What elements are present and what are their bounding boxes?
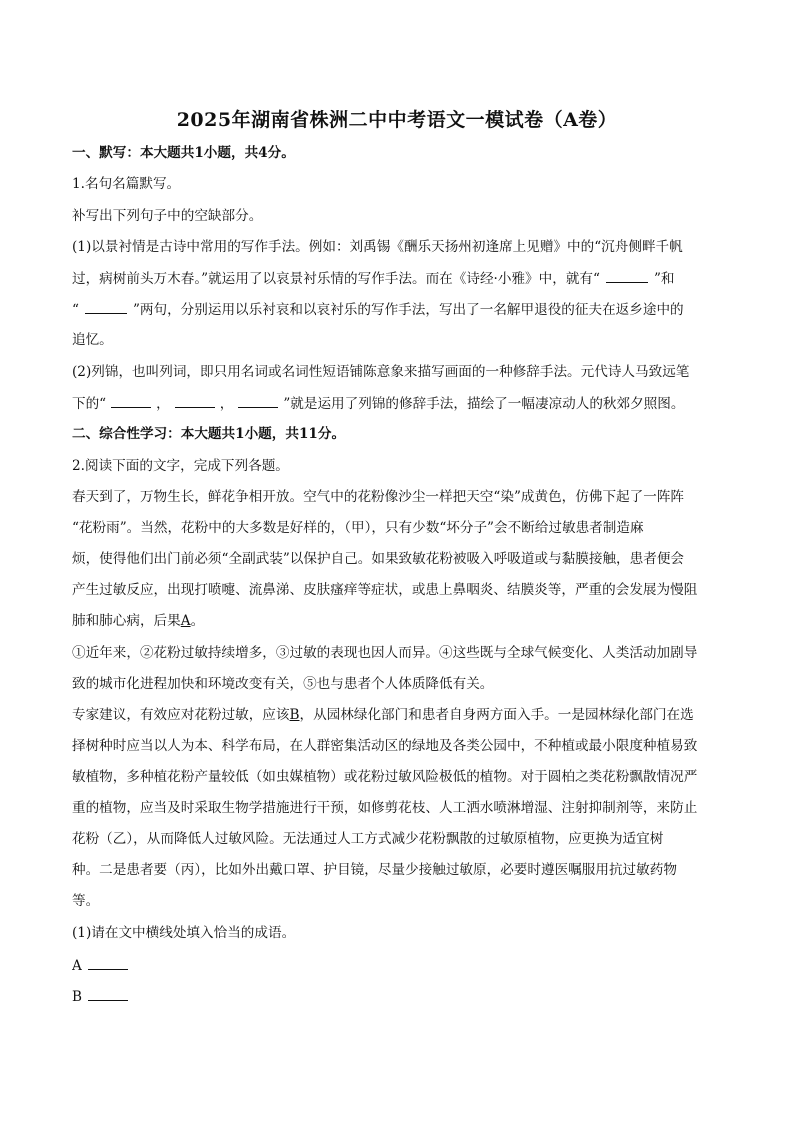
question-1-part2-line1: (2)列锦，也叫列词，即只用名词或名词性短语铺陈意象来描写画面的一种修辞手法。元代诗人马致远笔 xyxy=(72,364,690,380)
text: 肺和肺心病，后果 xyxy=(72,613,181,629)
text: 专家建议，有效应对花粉过敏，应该 xyxy=(72,707,290,723)
question-1-part2-line2 xyxy=(72,393,722,414)
passage-line: 春天到了，万物生长，鲜花争相开放。空气中的花粉像沙尘一样把天空“染”成黄色，仿佛下起了一阵阵 xyxy=(72,489,685,505)
text: 。 xyxy=(190,613,205,629)
answer-a-line xyxy=(72,955,722,976)
passage-line: “花粉雨”。当然，花粉中的大多数是好样的，（甲），只有少数“坏分子”会不断给过敏患者制造麻 xyxy=(72,520,644,536)
passage-line: ①近年来，②花粉过敏持续增多，③过敏的表现也因人而异。④这些既与全球气候变化、人类活动加剧导 xyxy=(72,645,698,661)
question-1-part1-line1: (1)以景衬情是古诗中常用的写作手法。例如：刘禹锡《酬乐天扬州初逢席上见赠》中的“沉舟侧畔千帆 xyxy=(72,239,683,255)
comma: ， xyxy=(156,396,170,412)
page-title: 2025年湖南省株洲二中中考语文一模试卷（A卷） xyxy=(176,109,618,131)
blank-marker-b: B xyxy=(289,707,300,723)
passage-line: 产生过敏反应，出现打喷嚏、流鼻涕、皮肤瘙痒等症状，或患上鼻咽炎、结膜炎等，严重的会发展为慢阻 xyxy=(72,582,698,598)
text: 下的“ xyxy=(72,396,107,412)
section-heading-1: 一、默写：本大题共1小题，共4分。 xyxy=(72,145,295,161)
blank-marker-a: A xyxy=(180,613,191,629)
sub-question-1: (1)请在文中横线处填入恰当的成语。 xyxy=(72,925,296,941)
section-heading-2: 二、综合性学习：本大题共1小题，共11分。 xyxy=(72,426,346,442)
text: ”两句，分别运用以乐衬哀和以哀衬乐的写作手法，写出了一名解甲退役的征夫在返乡途中的 xyxy=(132,302,684,318)
answer-label-b: B xyxy=(72,989,82,1005)
fill-blank[interactable] xyxy=(606,268,648,283)
question-1-instruction: 补写出下列句子中的空缺部分。 xyxy=(72,208,263,224)
question-2-title: 2.阅读下面的文字，完成下列各题。 xyxy=(72,458,289,474)
passage-line: 花粉（乙），从而降低人过敏风险。无法通过人工方式减少花粉飘散的过敏原植物，应更换为适宜树 xyxy=(72,831,664,847)
question-1-part1-line3 xyxy=(72,299,722,320)
text: ，从园林绿化部门和患者自身两方面入手。一是园林绿化部门在选 xyxy=(299,707,694,723)
answer-label-a: A xyxy=(72,958,82,974)
passage-line: 烦，使得他们出门前必须“全副武装”以保护自己。如果致敏花粉被吸入呼吸道或与黏膜接触，患者便会 xyxy=(72,551,685,567)
answer-b-blank[interactable] xyxy=(88,986,128,1001)
passage-line xyxy=(72,611,722,631)
question-1-part1-line2 xyxy=(72,268,722,289)
passage-line xyxy=(72,705,722,725)
passage-line: 敏植物，多种植花粉产量较低（如虫媒植物）或花粉过敏风险极低的植物。对于圆柏之类花粉飘散情况严 xyxy=(72,769,698,785)
text: 过，病树前头万木春。”就运用了以哀景衬乐情的写作手法。而在《诗经·小雅》中，就有“ xyxy=(72,271,600,287)
text: ”和 xyxy=(653,271,675,287)
fill-blank[interactable] xyxy=(85,299,127,314)
fill-blank[interactable] xyxy=(111,393,151,408)
fill-blank[interactable] xyxy=(238,393,278,408)
passage-line: 等。 xyxy=(72,893,100,909)
passage-line: 种。二是患者要（丙），比如外出戴口罩、护目镜，尽量少接触过敏原，必要时遵医嘱服用抗过敏药物 xyxy=(72,862,677,878)
answer-b-line xyxy=(72,986,722,1007)
answer-a-blank[interactable] xyxy=(88,955,128,970)
passage-line: 重的植物，应当及时采取生物学措施进行干预，如修剪花枝、人工洒水喷淋增湿、注射抑制剂等，来防止 xyxy=(72,800,698,816)
question-1-title: 1.名句名篇默写。 xyxy=(72,176,181,192)
comma: ， xyxy=(219,396,234,412)
text: “ xyxy=(72,302,79,318)
text: ”就是运用了列锦的修辞手法，描绘了一幅凄凉动人的秋郊夕照图。 xyxy=(283,396,685,412)
fill-blank[interactable] xyxy=(175,393,215,408)
passage-line: 致的城市化进程加快和环境改变有关，⑤也与患者个人体质降低有关。 xyxy=(72,676,494,692)
passage-line: 择树种时应当以人为本、科学布局，在人群密集活动区的绿地及各类公园中，不种植或最小限度种植易致 xyxy=(72,738,698,754)
question-1-part1-line4: 追忆。 xyxy=(72,332,113,348)
